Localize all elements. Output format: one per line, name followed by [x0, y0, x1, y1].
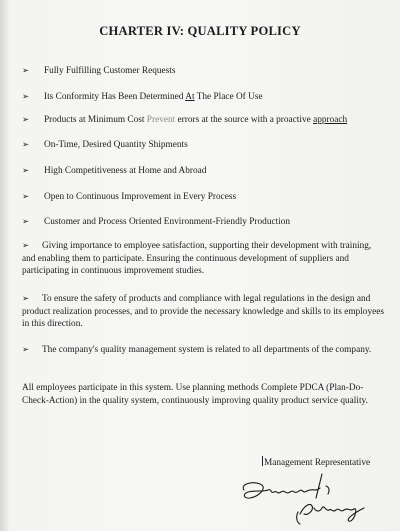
signature-line [262, 456, 263, 466]
signatory-label: Management Representative [264, 458, 371, 468]
arrow-bullet-icon: ➢ [22, 115, 30, 125]
policy-item-text: To ensure the safety of products and compliance with legal regulations in the design and product realization processes, and to provide the necessary knowledge and skills to its employees in this direction. [22, 294, 384, 330]
arrow-bullet-icon: ➢ [22, 92, 30, 102]
handwritten-signature [230, 468, 390, 528]
policy-item-text: Products at Minimum Cost Prevent errors at the source with a proactive approach [44, 115, 348, 125]
arrow-bullet-icon: ➢ [22, 66, 30, 76]
arrow-bullet-icon: ➢ [22, 345, 30, 355]
policy-item-text: High Competitiveness at Home and Abroad [44, 166, 207, 176]
arrow-bullet-icon: ➢ [22, 166, 30, 176]
arrow-bullet-icon: ➢ [22, 241, 30, 251]
arrow-bullet-icon: ➢ [22, 217, 30, 227]
arrow-bullet-icon: ➢ [22, 140, 30, 150]
policy-item-9 [22, 293, 384, 331]
policy-item-8 [22, 240, 384, 278]
page-title: CHARTER IV: QUALITY POLICY [99, 24, 301, 38]
policy-item-text: On-Time, Desired Quantity Shipments [44, 140, 188, 150]
policy-item-text: Giving importance to employee satisfaction, supporting their development with training, and enabling them to participate. Ensuring the continuous development of suppliers and participating in continuous improvement studies. [22, 241, 372, 277]
policy-item-text: Open to Continuous Improvement in Every Process [44, 192, 237, 202]
arrow-bullet-icon: ➢ [22, 192, 30, 202]
policy-item-text: Its Conformity Has Been Determined At The Place Of Use [44, 92, 263, 102]
policy-item-text: Customer and Process Oriented Environment-Friendly Production [44, 217, 291, 227]
policy-item-text: Fully Fulfilling Customer Requests [44, 66, 176, 76]
policy-item-text: The company's quality management system is related to all departments of the company. [42, 345, 372, 355]
closing-paragraph: All employees participate in this system. Use planning methods Complete PDCA (Plan-Do-Check-Action) in the quality system, continuously improving quality product service quality. [22, 383, 368, 406]
arrow-bullet-icon: ➢ [22, 294, 30, 304]
policy-item-10 [22, 344, 384, 357]
